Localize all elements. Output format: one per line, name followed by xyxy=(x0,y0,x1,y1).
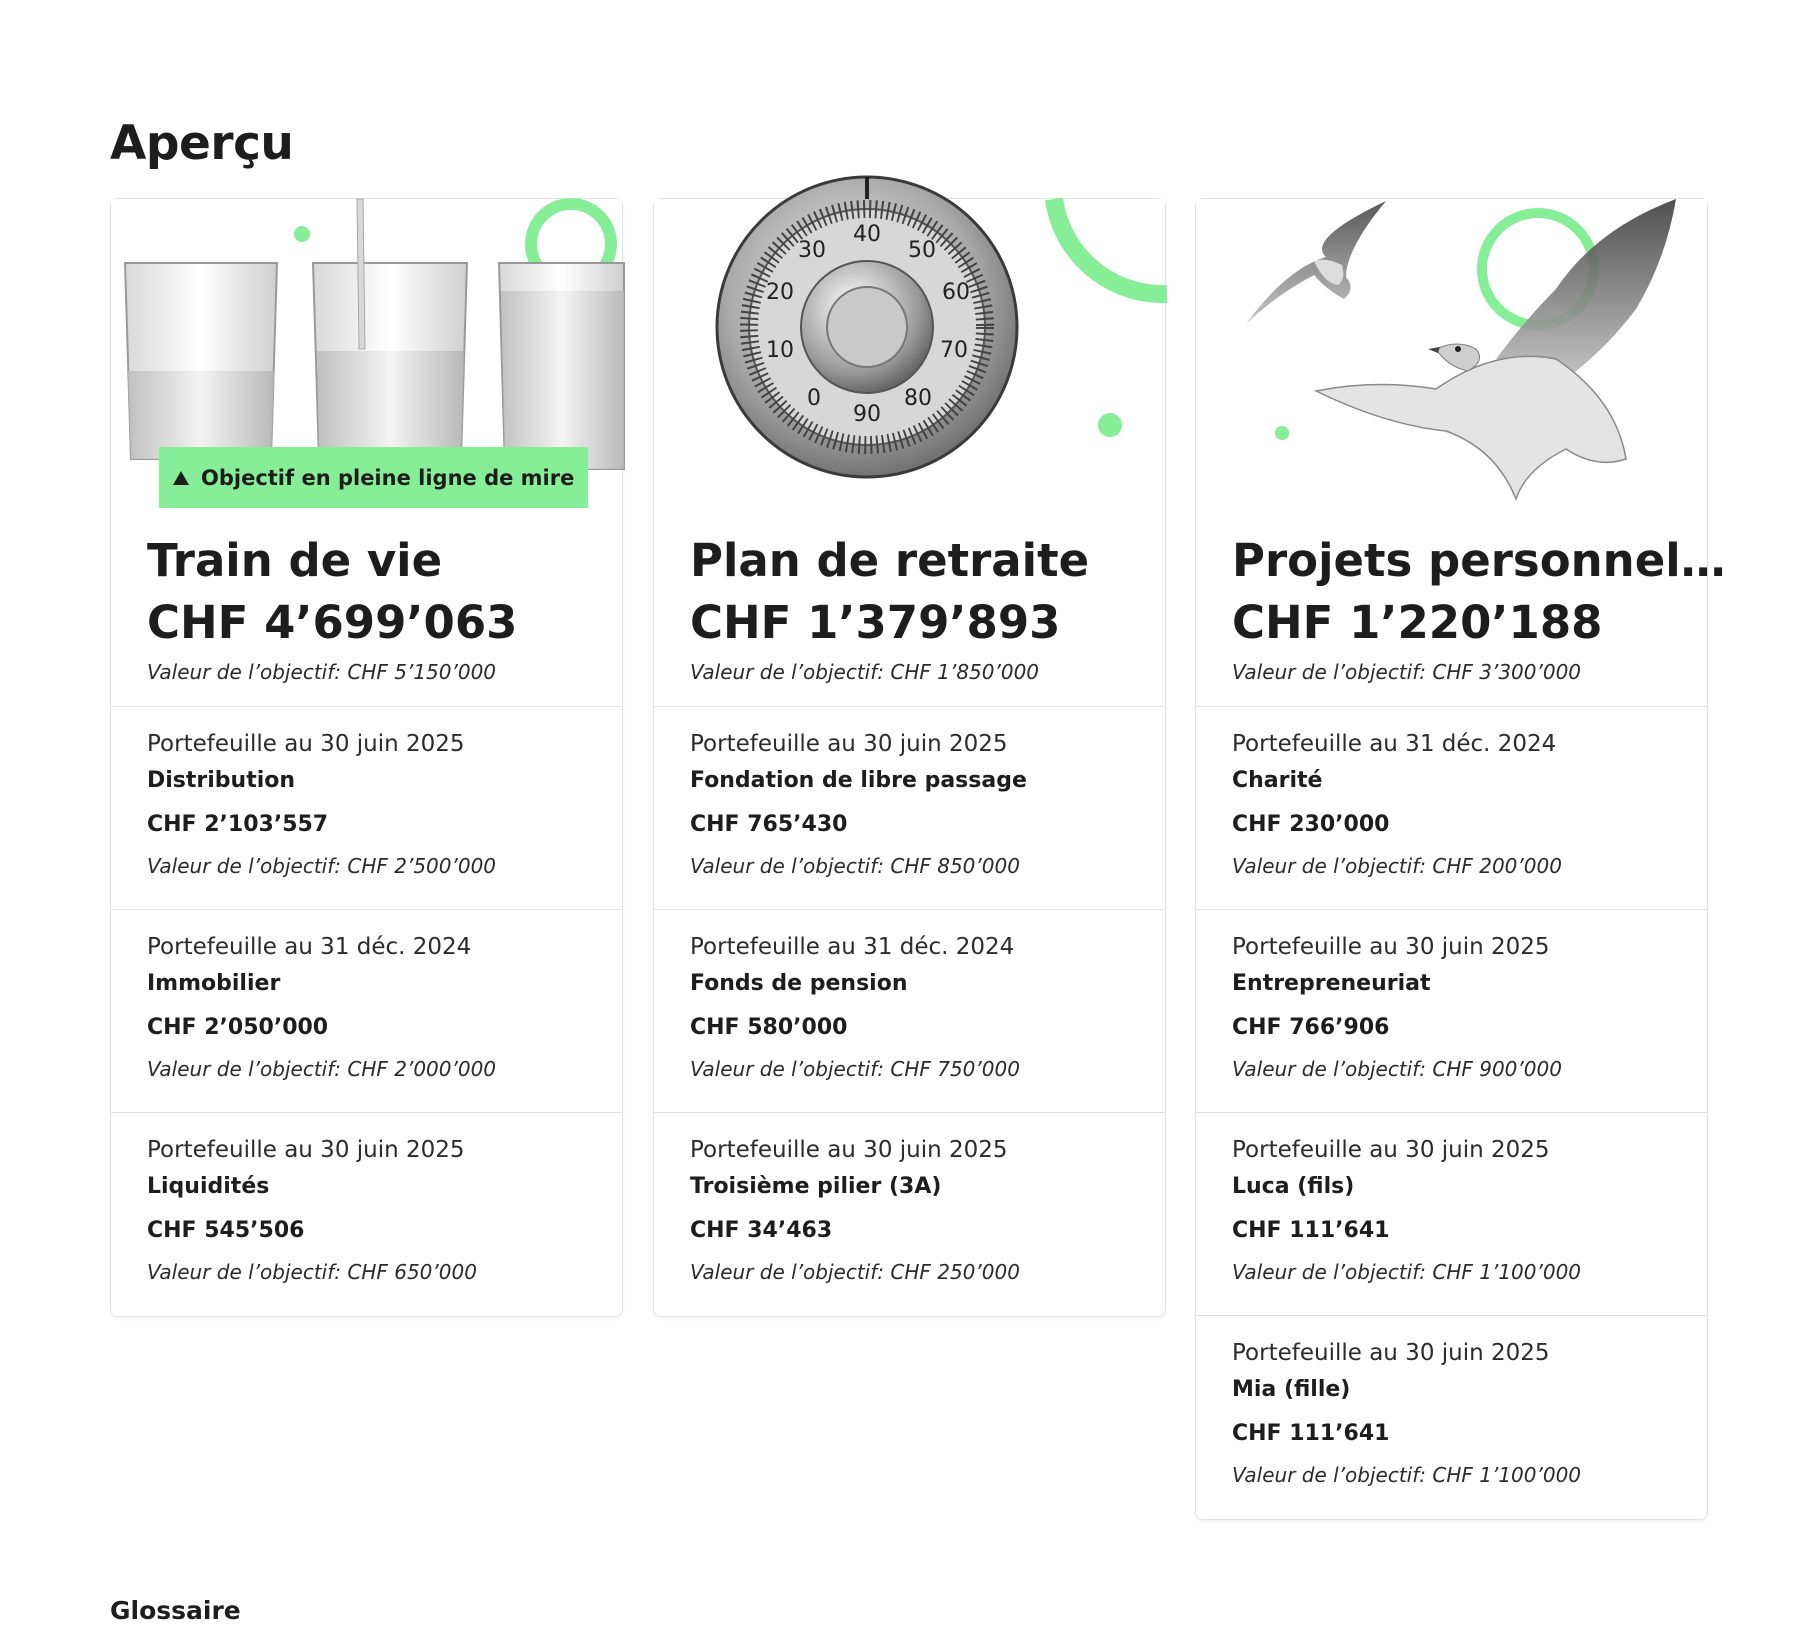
goal-name: Train de vie xyxy=(147,534,443,587)
portfolio-name: Fondation de libre passage xyxy=(690,768,1027,793)
portfolio-date: Portefeuille au 30 juin 2025 xyxy=(1232,1137,1550,1163)
dial-number: 80 xyxy=(904,386,932,411)
portfolio-target: Valeur de l’objectif: CHF 850’000 xyxy=(690,854,1020,878)
portfolio-name: Entrepreneuriat xyxy=(1232,971,1431,996)
goal-target: Valeur de l’objectif: CHF 3’300’000 xyxy=(1232,660,1582,684)
goal-name: Projets personnel… xyxy=(1232,534,1726,587)
card-header xyxy=(654,508,1165,707)
portfolio-name: Mia (fille) xyxy=(1232,1377,1351,1402)
portfolio-amount: CHF 111’641 xyxy=(1232,1218,1390,1243)
card-hero xyxy=(111,199,622,508)
portfolio-row[interactable] xyxy=(1196,910,1707,1113)
goal-status-badge xyxy=(159,447,588,508)
goal-amount: CHF 1’379’893 xyxy=(690,596,1061,649)
portfolio-amount: CHF 34’463 xyxy=(690,1218,833,1243)
portfolio-row[interactable] xyxy=(1196,1316,1707,1519)
dial-number: 50 xyxy=(908,238,936,263)
portfolio-date: Portefeuille au 31 déc. 2024 xyxy=(690,934,1015,960)
goal-name: Plan de retraite xyxy=(690,534,1090,587)
goal-amount: CHF 1’220’188 xyxy=(1232,596,1603,649)
portfolio-amount: CHF 545’506 xyxy=(147,1218,305,1243)
safe-dial-image xyxy=(654,199,1167,508)
portfolio-amount: CHF 765’430 xyxy=(690,812,848,837)
portfolio-date: Portefeuille au 30 juin 2025 xyxy=(690,1137,1008,1163)
portfolio-row[interactable] xyxy=(111,707,622,910)
goal-card-retirement[interactable] xyxy=(653,198,1166,1317)
goal-target: Valeur de l’objectif: CHF 5’150’000 xyxy=(147,660,497,684)
dial-number: 10 xyxy=(766,338,794,363)
card-header xyxy=(1196,508,1726,707)
goal-card-personal-projects[interactable] xyxy=(1195,198,1726,1520)
portfolio-amount: CHF 2’050’000 xyxy=(147,1015,329,1040)
portfolio-row[interactable] xyxy=(1196,707,1707,910)
portfolio-target: Valeur de l’objectif: CHF 1’100’000 xyxy=(1232,1463,1582,1487)
portfolio-row[interactable] xyxy=(654,910,1165,1113)
portfolio-name: Luca (fils) xyxy=(1232,1174,1355,1199)
card-hero xyxy=(654,199,1165,508)
dial-number: 0 xyxy=(807,386,821,411)
portfolio-row[interactable] xyxy=(654,707,1165,910)
page-title: Aperçu xyxy=(110,116,294,171)
portfolio-name: Troisième pilier (3A) xyxy=(690,1174,942,1199)
portfolio-amount: CHF 2’103’557 xyxy=(147,812,329,837)
portfolio-target: Valeur de l’objectif: CHF 900’000 xyxy=(1232,1057,1562,1081)
goal-target: Valeur de l’objectif: CHF 1’850’000 xyxy=(690,660,1040,684)
portfolio-target: Valeur de l’objectif: CHF 250’000 xyxy=(690,1260,1020,1284)
glossary-heading[interactable]: Glossaire xyxy=(110,1596,241,1625)
portfolio-date: Portefeuille au 31 déc. 2024 xyxy=(147,934,472,960)
goal-amount: CHF 4’699’063 xyxy=(147,596,518,649)
portfolio-date: Portefeuille au 30 juin 2025 xyxy=(1232,1340,1550,1366)
portfolio-date: Portefeuille au 30 juin 2025 xyxy=(147,731,465,757)
portfolio-date: Portefeuille au 30 juin 2025 xyxy=(690,731,1008,757)
dial-number: 30 xyxy=(798,238,826,263)
portfolio-date: Portefeuille au 30 juin 2025 xyxy=(1232,934,1550,960)
portfolio-target: Valeur de l’objectif: CHF 1’100’000 xyxy=(1232,1260,1582,1284)
portfolio-target: Valeur de l’objectif: CHF 2’000’000 xyxy=(147,1057,497,1081)
portfolio-name: Immobilier xyxy=(147,971,281,996)
portfolio-row[interactable] xyxy=(654,1113,1165,1316)
goal-card-lifestyle[interactable] xyxy=(110,198,623,1317)
portfolio-target: Valeur de l’objectif: CHF 2’500’000 xyxy=(147,854,497,878)
dial-number: 90 xyxy=(853,402,881,427)
dial-number: 40 xyxy=(853,222,881,247)
portfolio-name: Distribution xyxy=(147,768,296,793)
portfolio-row[interactable] xyxy=(111,910,622,1113)
portfolio-amount: CHF 766’906 xyxy=(1232,1015,1390,1040)
portfolio-name: Liquidités xyxy=(147,1174,270,1199)
dial-number: 60 xyxy=(942,280,970,305)
portfolio-name: Charité xyxy=(1232,768,1323,793)
card-hero xyxy=(1196,199,1707,508)
dial-number: 20 xyxy=(766,280,794,305)
portfolio-date: Portefeuille au 30 juin 2025 xyxy=(147,1137,465,1163)
portfolio-date: Portefeuille au 31 déc. 2024 xyxy=(1232,731,1557,757)
triangle-up-icon xyxy=(173,471,189,485)
portfolio-target: Valeur de l’objectif: CHF 200’000 xyxy=(1232,854,1562,878)
dial-number: 70 xyxy=(940,338,968,363)
portfolio-amount: CHF 111’641 xyxy=(1232,1421,1390,1446)
seagulls-image xyxy=(1196,199,1709,508)
portfolio-name: Fonds de pension xyxy=(690,971,908,996)
portfolio-amount: CHF 580’000 xyxy=(690,1015,848,1040)
portfolio-row[interactable] xyxy=(1196,1113,1707,1316)
card-header xyxy=(111,508,622,707)
portfolio-row[interactable] xyxy=(111,1113,622,1316)
portfolio-amount: CHF 230’000 xyxy=(1232,812,1390,837)
badge-label: Objectif en pleine ligne de mire xyxy=(201,465,575,490)
portfolio-target: Valeur de l’objectif: CHF 750’000 xyxy=(690,1057,1020,1081)
portfolio-target: Valeur de l’objectif: CHF 650’000 xyxy=(147,1260,477,1284)
